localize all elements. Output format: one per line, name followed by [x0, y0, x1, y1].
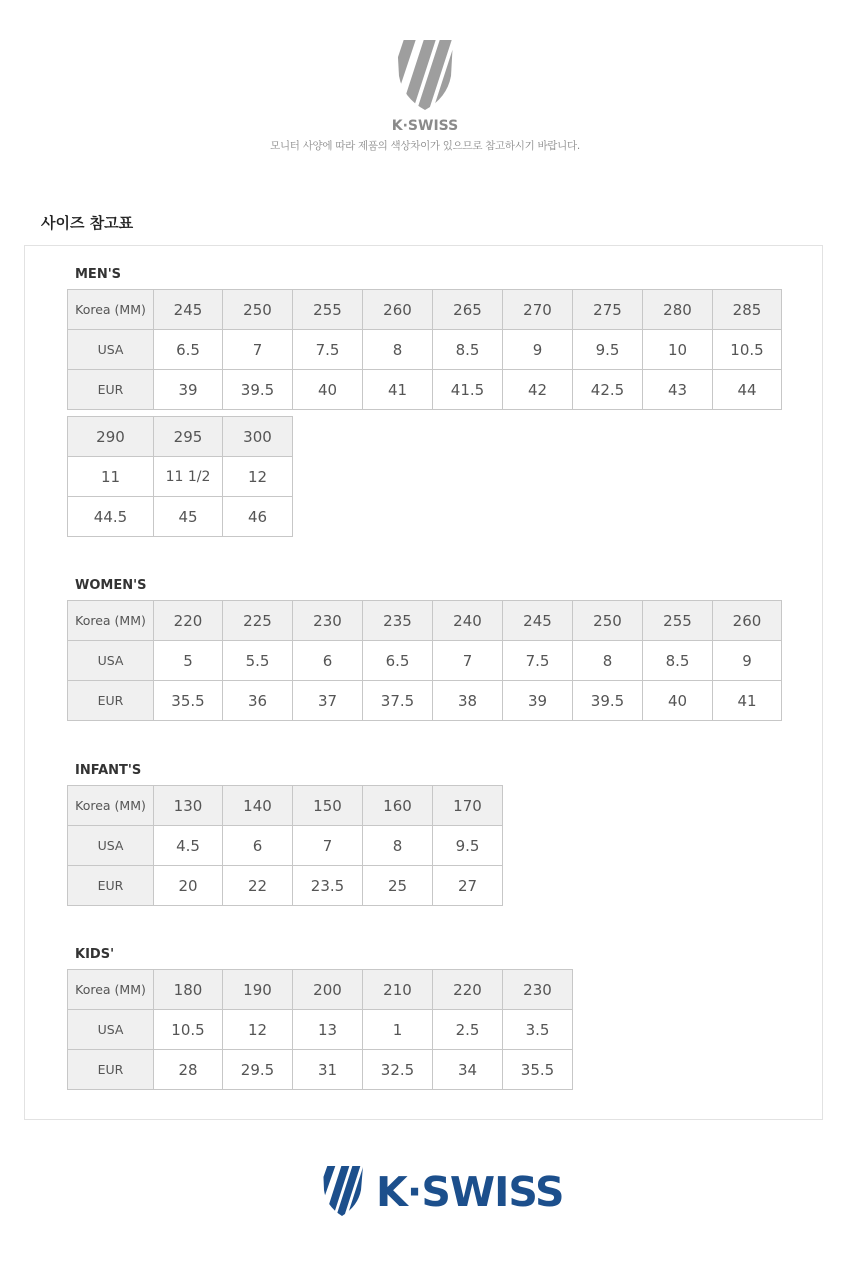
row-label: Korea (MM): [68, 601, 154, 641]
table-cell: 35.5: [154, 681, 223, 721]
page-title: 사이즈 참고표: [41, 214, 134, 232]
table-cell: 36: [223, 681, 293, 721]
table-row: [68, 601, 782, 641]
table-cell: 220: [154, 601, 223, 641]
table-cell: 250: [223, 290, 293, 330]
row-label: EUR: [68, 370, 154, 410]
table-cell: 42.5: [573, 370, 643, 410]
table-cell: 9: [503, 330, 573, 370]
table-cell: 35.5: [503, 1050, 573, 1090]
infant-size-table: [67, 785, 503, 906]
table-row: [68, 290, 782, 330]
table-cell: 250: [573, 601, 643, 641]
table-cell: 180: [154, 970, 223, 1010]
row-label: USA: [68, 1010, 154, 1050]
women-size-table: [67, 600, 782, 721]
table-cell: 4.5: [154, 826, 223, 866]
row-label: EUR: [68, 866, 154, 906]
table-cell: 5.5: [223, 641, 293, 681]
table-cell: 32.5: [363, 1050, 433, 1090]
top-logo: [0, 36, 850, 134]
table-cell: 230: [503, 970, 573, 1010]
table-cell: 43: [643, 370, 713, 410]
table-cell: 10: [643, 330, 713, 370]
table-cell: 3.5: [503, 1010, 573, 1050]
table-row: [68, 681, 782, 721]
table-cell: 255: [643, 601, 713, 641]
table-cell: 265: [433, 290, 503, 330]
table-cell: 285: [713, 290, 782, 330]
men-size-table-1: [67, 289, 782, 410]
table-cell: 7: [293, 826, 363, 866]
table-cell: 10.5: [713, 330, 782, 370]
table-row: [68, 826, 503, 866]
table-cell: 255: [293, 290, 363, 330]
row-label: EUR: [68, 1050, 154, 1090]
men-size-table-2: [67, 416, 293, 537]
table-cell: 130: [154, 786, 223, 826]
table-cell: 10.5: [154, 1010, 223, 1050]
table-cell: 240: [433, 601, 503, 641]
table-cell: 170: [433, 786, 503, 826]
row-label: Korea (MM): [68, 786, 154, 826]
kids-size-table: [67, 969, 573, 1090]
table-cell: 270: [503, 290, 573, 330]
table-cell: 1: [363, 1010, 433, 1050]
table-row: [68, 786, 503, 826]
bottom-wordmark: K·SWISS: [376, 1168, 564, 1216]
table-cell: 13: [293, 1010, 363, 1050]
table-cell: 200: [293, 970, 363, 1010]
table-cell: 7.5: [503, 641, 573, 681]
table-cell: 31: [293, 1050, 363, 1090]
table-cell: 29.5: [223, 1050, 293, 1090]
table-cell: 210: [363, 970, 433, 1010]
table-cell: 41: [363, 370, 433, 410]
row-label: Korea (MM): [68, 970, 154, 1010]
table-row: [68, 330, 782, 370]
table-cell: 8: [573, 641, 643, 681]
table-cell: 8.5: [643, 641, 713, 681]
table-cell: 295: [154, 417, 223, 457]
table-cell: 290: [68, 417, 154, 457]
table-cell: 190: [223, 970, 293, 1010]
table-cell: 7: [223, 330, 293, 370]
color-notice: 모니터 사양에 따라 제품의 색상차이가 있으므로 참고하시기 바랍니다.: [270, 140, 580, 152]
table-cell: 230: [293, 601, 363, 641]
table-cell: 8: [363, 330, 433, 370]
table-row: [68, 1050, 573, 1090]
table-cell: 225: [223, 601, 293, 641]
table-row: [68, 370, 782, 410]
table-cell: 37: [293, 681, 363, 721]
table-cell: 6: [223, 826, 293, 866]
table-cell: 40: [643, 681, 713, 721]
table-cell: 39: [154, 370, 223, 410]
table-cell: 245: [154, 290, 223, 330]
table-cell: 8: [363, 826, 433, 866]
table-cell: 39.5: [223, 370, 293, 410]
table-row: [68, 866, 503, 906]
table-cell: 9.5: [573, 330, 643, 370]
table-cell: 34: [433, 1050, 503, 1090]
table-cell: 28: [154, 1050, 223, 1090]
table-cell: 275: [573, 290, 643, 330]
table-cell: 280: [643, 290, 713, 330]
table-row: [68, 641, 782, 681]
table-cell: 7.5: [293, 330, 363, 370]
table-cell: 160: [363, 786, 433, 826]
table-cell: 23.5: [293, 866, 363, 906]
row-label: Korea (MM): [68, 290, 154, 330]
section-title-kids: KIDS': [75, 947, 115, 962]
table-cell: 39: [503, 681, 573, 721]
table-cell: 245: [503, 601, 573, 641]
kswiss-shield-icon: [395, 36, 455, 112]
table-cell: 11: [68, 457, 154, 497]
section-title-women: WOMEN'S: [75, 578, 147, 593]
table-cell: 220: [433, 970, 503, 1010]
table-cell: 260: [363, 290, 433, 330]
table-row: [68, 1010, 573, 1050]
table-cell: 38: [433, 681, 503, 721]
table-cell: 44.5: [68, 497, 154, 537]
table-cell: 42: [503, 370, 573, 410]
table-cell: 12: [223, 457, 293, 497]
table-cell: 20: [154, 866, 223, 906]
table-cell: 6.5: [154, 330, 223, 370]
table-cell: 46: [223, 497, 293, 537]
row-label: EUR: [68, 681, 154, 721]
table-cell: 235: [363, 601, 433, 641]
table-cell: 7: [433, 641, 503, 681]
section-title-infant: INFANT'S: [75, 763, 142, 778]
table-row: [68, 970, 573, 1010]
table-cell: 45: [154, 497, 223, 537]
row-label: USA: [68, 330, 154, 370]
top-wordmark: K·SWISS: [391, 118, 459, 134]
table-cell: 27: [433, 866, 503, 906]
table-cell: 140: [223, 786, 293, 826]
table-cell: 300: [223, 417, 293, 457]
table-row: [68, 417, 293, 457]
table-cell: 12: [223, 1010, 293, 1050]
size-chart-panel: [24, 245, 823, 1120]
table-cell: 22: [223, 866, 293, 906]
table-cell: 41: [713, 681, 782, 721]
table-cell: 37.5: [363, 681, 433, 721]
table-cell: 39.5: [573, 681, 643, 721]
table-cell: 150: [293, 786, 363, 826]
table-cell: 9.5: [433, 826, 503, 866]
row-label: USA: [68, 641, 154, 681]
table-cell: 25: [363, 866, 433, 906]
table-cell: 2.5: [433, 1010, 503, 1050]
table-cell: 11 1/2: [154, 457, 223, 497]
table-cell: 44: [713, 370, 782, 410]
table-cell: 260: [713, 601, 782, 641]
table-cell: 9: [713, 641, 782, 681]
table-cell: 40: [293, 370, 363, 410]
table-cell: 6: [293, 641, 363, 681]
table-row: [68, 457, 293, 497]
table-cell: 5: [154, 641, 223, 681]
table-cell: 41.5: [433, 370, 503, 410]
table-row: [68, 497, 293, 537]
row-label: USA: [68, 826, 154, 866]
section-title-men: MEN'S: [75, 267, 122, 282]
table-cell: 8.5: [433, 330, 503, 370]
table-cell: 6.5: [363, 641, 433, 681]
